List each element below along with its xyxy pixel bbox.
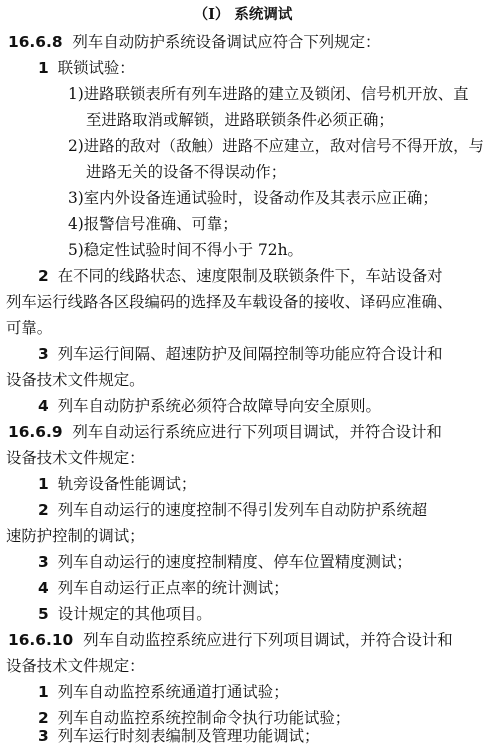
clause-16-6-10-line-2: 设备技术文件规定： <box>6 657 145 675</box>
item-2 <box>0 497 486 523</box>
sub-item-3: 3)室内外设备连通试验时，设备动作及其表示应正确； <box>68 189 438 207</box>
item-number: 2 <box>38 501 49 519</box>
item-number: 4 <box>38 397 49 415</box>
item-number: 4 <box>38 579 49 597</box>
clause-number: 16.6.10 <box>8 631 74 649</box>
sub-item-1-line-1: 1)进路联锁表所有列车进路的建立及锁闭、信号机开放、直 <box>68 85 469 103</box>
item-number: 1 <box>38 683 49 701</box>
item-1 <box>0 55 486 81</box>
item-2-line-3: 可靠。 <box>6 319 53 337</box>
item-number: 2 <box>38 709 49 727</box>
item-number: 5 <box>38 605 49 623</box>
item-5 <box>0 601 486 627</box>
clause-text: 列车自动运行系统应进行下列项目调试，并符合设计和 <box>72 423 442 441</box>
item-1 <box>0 679 486 705</box>
item-text: 列车自动运行的速度控制精度、停车位置精度测试； <box>57 553 412 571</box>
sub-item-5: 5)稳定性试验时间不得小于 72h。 <box>68 241 303 259</box>
clause-16-6-8 <box>0 29 486 55</box>
clause-number: 16.6.9 <box>8 423 63 441</box>
item-4 <box>0 393 486 419</box>
clause-number: 16.6.8 <box>8 33 63 51</box>
item-number: 3 <box>38 553 49 571</box>
item-3 <box>0 341 486 367</box>
item-number: 1 <box>38 475 49 493</box>
item-text: 列车自动防护系统必须符合故障导向安全原则。 <box>57 397 381 415</box>
item-number: 1 <box>38 59 49 77</box>
item-text: 列车运行间隔、超速防护及间隔控制等功能应符合设计和 <box>57 345 443 363</box>
sub-item-2-line-2: 进路无关的设备不得误动作； <box>86 163 287 181</box>
item-text: 列车自动运行正点率的统计测试； <box>57 579 289 597</box>
item-3 <box>0 549 486 575</box>
item-1 <box>0 471 486 497</box>
item-4 <box>0 575 486 601</box>
clause-16-6-10 <box>0 627 486 653</box>
item-3 <box>0 723 486 749</box>
item-text: 列车自动监控系统控制命令执行功能试验； <box>57 709 351 727</box>
item-text: 联锁试验： <box>57 59 135 77</box>
item-2 <box>0 263 486 289</box>
item-3-line-2: 设备技术文件规定。 <box>6 371 145 389</box>
item-number: 2 <box>38 267 49 285</box>
item-text: 列车运行时刻表编制及管理功能调试； <box>57 727 320 745</box>
sub-item-1-line-2: 至进路取消或解锁，进路联锁条件必须正确； <box>86 111 394 129</box>
section-title: （Ⅰ） 系统调试 <box>193 6 293 23</box>
item-text: 设计规定的其他项目。 <box>57 605 212 623</box>
item-2-line-2: 列车运行线路各区段编码的选择及车载设备的接收、译码应准确、 <box>6 293 453 311</box>
item-text: 轨旁设备性能调试； <box>57 475 197 493</box>
item-text: 列车自动运行的速度控制不得引发列车自动防护系统超 <box>57 501 428 519</box>
clause-16-6-9-line-2: 设备技术文件规定： <box>6 449 145 467</box>
item-number: 3 <box>38 727 49 745</box>
item-text: 列车自动监控系统通道打通试验； <box>57 683 289 701</box>
item-text: 在不同的线路状态、速度限制及联锁条件下，车站设备对 <box>57 267 443 285</box>
item-2-line-2: 速防护控制的调试； <box>6 527 145 545</box>
item-number: 3 <box>38 345 49 363</box>
clause-text: 列车自动防护系统设备调试应符合下列规定： <box>72 33 381 51</box>
sub-item-4: 4)报警信号准确、可靠； <box>68 215 238 233</box>
clause-text: 列车自动监控系统应进行下列项目调试，并符合设计和 <box>83 631 453 649</box>
sub-item-2-line-1: 2)进路的敌对（敌触）进路不应建立，敌对信号不得开放，与 <box>68 137 484 155</box>
clause-16-6-9 <box>0 419 486 445</box>
